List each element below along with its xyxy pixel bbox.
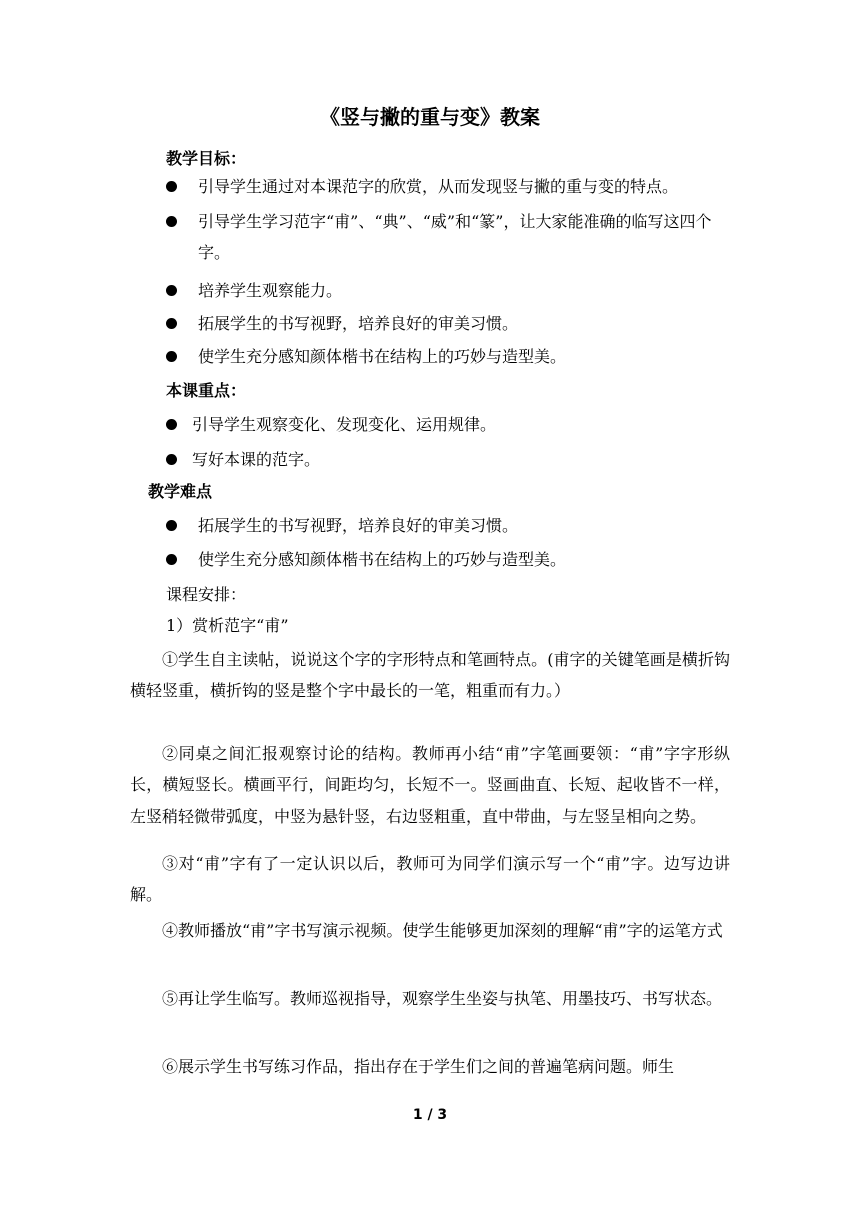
paragraph: ⑥展示学生书写练习作品，指出存在于学生们之间的普遍笔病问题。师生 [162, 1057, 675, 1076]
bullet-icon [166, 216, 177, 227]
paragraph: ③对“甫”字有了一定认识以后，教师可为同学们演示写一个“甫”字。边写边讲解。 [130, 854, 730, 905]
paragraph: ⑤再让学生临写。教师巡视指导，观察学生坐姿与执笔、用墨技巧、书写状态。 [162, 989, 723, 1008]
list-item [166, 544, 726, 575]
objectives-heading: 教学目标： [166, 149, 247, 168]
section-title: 1）赏析范字“甫” [166, 616, 289, 635]
list-item [166, 275, 726, 306]
bullet-icon [166, 419, 177, 430]
page-number: 1 / 3 [412, 1107, 448, 1123]
keypoints-heading: 本课重点： [166, 381, 247, 400]
bullet-icon [166, 318, 177, 329]
schedule-heading: 课程安排： [166, 585, 247, 604]
bullet-icon [166, 351, 177, 362]
keypoint-text: 写好本课的范字。 [192, 450, 321, 469]
paragraph: ④教师播放“甫”字书写演示视频。使学生能够更加深刻的理解“甫”字的运笔方式 [162, 921, 723, 940]
bullet-icon [166, 454, 177, 465]
difficulty-text: 拓展学生的书写视野，培养良好的审美习惯。 [198, 516, 519, 535]
list-item [166, 444, 726, 475]
bullet-icon [166, 554, 177, 565]
list-item [166, 206, 726, 268]
list-item [166, 510, 726, 541]
bullet-icon [166, 285, 177, 296]
bullet-icon [166, 520, 177, 531]
objective-text: 拓展学生的书写视野，培养良好的审美习惯。 [198, 314, 519, 333]
objective-text: 培养学生观察能力。 [198, 281, 343, 300]
objective-text: 引导学生通过对本课范字的欣赏，从而发现竖与撇的重与变的特点。 [198, 177, 679, 196]
paragraph: ①学生自主读帖，说说这个字的字形特点和笔画特点。(甫字的关键笔画是横折钩横轻竖重，横折钩的竖是整个字中最长的一笔，粗重而有力。） [130, 650, 730, 701]
objective-text: 使学生充分感知颜体楷书在结构上的巧妙与造型美。 [198, 347, 567, 366]
difficulty-text: 使学生充分感知颜体楷书在结构上的巧妙与造型美。 [198, 550, 567, 569]
keypoint-text: 引导学生观察变化、发现变化、运用规律。 [192, 415, 497, 434]
objective-text: 引导学生学习范字“甫”、“典”、“威”和“篆”，让大家能准确的临写这四个字。 [198, 212, 712, 262]
paragraph: ②同桌之间汇报观察讨论的结构。教师再小结“甫”字笔画要领：“甫”字字形纵长，横短竖长。横画平行，间距均匀，长短不一。竖画曲直、长短、起收皆不一样，左竖稍轻微带弧度，中竖为悬针竖，右边竖粗重，直中带曲，与左竖呈相向之势。 [130, 744, 730, 826]
bullet-icon [166, 181, 177, 192]
list-item [166, 409, 726, 440]
difficulty-heading: 教学难点 [148, 482, 213, 501]
page-title: 《竖与撇的重与变》教案 [320, 105, 540, 129]
list-item [166, 341, 726, 372]
list-item [166, 308, 726, 339]
list-item [166, 171, 726, 202]
